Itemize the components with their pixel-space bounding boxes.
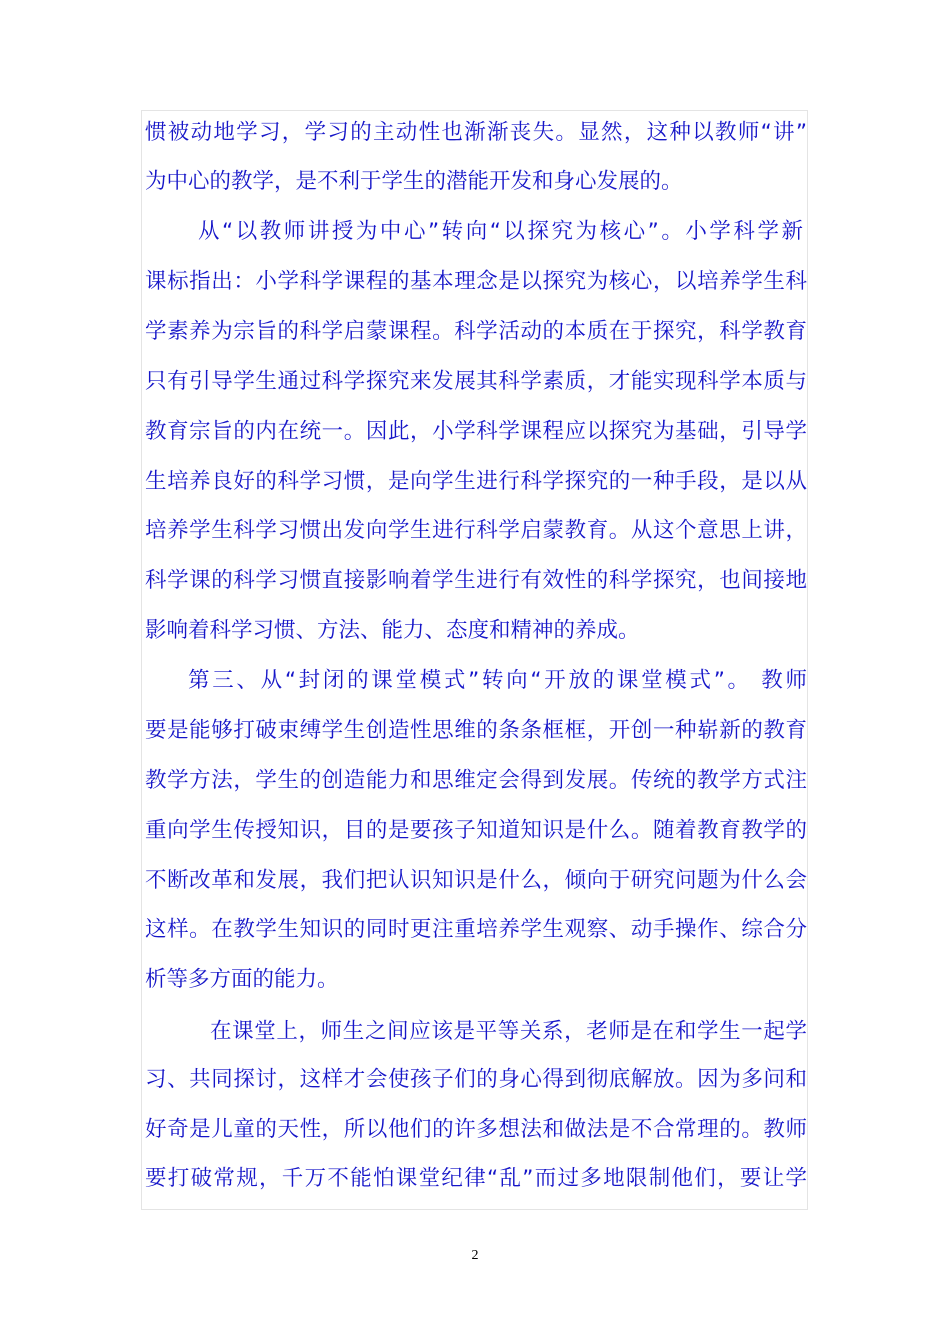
text-line: 习、共同探讨，这样才会使孩子们的身心得到彻底解放。因为多问和	[145, 1067, 807, 1092]
text-line: 析等多方面的能力。	[145, 967, 339, 992]
text-line: 要是能够打破束缚学生创造性思维的条条框框，开创一种崭新的教育	[145, 718, 807, 743]
text-line: 科学课的科学习惯直接影响着学生进行有效性的科学探究，也间接地	[145, 568, 807, 593]
text-line: 教学方法，学生的创造能力和思维定会得到发展。传统的教学方式注	[145, 768, 807, 793]
text-line: 在课堂上，师生之间应该是平等关系，老师是在和学生一起学	[210, 1019, 807, 1044]
text-line: 要打破常规，千万不能怕课堂纪律“乱”而过多地限制他们，要让学	[145, 1166, 807, 1191]
text-line: 为中心的教学，是不利于学生的潜能开发和身心发展的。	[145, 169, 683, 194]
text-line: 生培养良好的科学习惯，是向学生进行科学探究的一种手段，是以从	[145, 469, 807, 494]
text-line: 重向学生传授知识，目的是要孩子知道知识是什么。随着教育教学的	[145, 818, 807, 843]
text-line: 不断改革和发展，我们把认识知识是什么，倾向于研究问题为什么会	[145, 868, 807, 893]
text-line: 教育宗旨的内在统一。因此，小学科学课程应以探究为基础，引导学	[145, 419, 807, 444]
text-line: 学素养为宗旨的科学启蒙课程。科学活动的本质在于探究，科学教育	[145, 319, 807, 344]
text-line: 第三、从“封闭的课堂模式”转向“开放的课堂模式”。 教师	[188, 668, 807, 693]
page-number: 2	[471, 1248, 479, 1263]
text-line: 惯被动地学习，学习的主动性也渐渐丧失。显然，这种以教师“讲”	[145, 120, 807, 145]
text-line: 好奇是儿童的天性，所以他们的许多想法和做法是不合常理的。教师	[145, 1117, 807, 1142]
text-line: 这样。在教学生知识的同时更注重培养学生观察、动手操作、综合分	[145, 917, 807, 942]
text-line: 只有引导学生通过科学探究来发展其科学素质，才能实现科学本质与	[145, 369, 807, 394]
text-line: 培养学生科学习惯出发向学生进行科学启蒙教育。从这个意思上讲，	[145, 518, 807, 543]
text-line: 从“以教师讲授为中心”转向“以探究为核心”。小学科学新	[198, 219, 803, 244]
text-line: 影响着科学习惯、方法、能力、态度和精神的养成。	[145, 618, 640, 643]
text-line: 课标指出：小学科学课程的基本理念是以探究为核心，以培养学生科	[145, 269, 807, 294]
